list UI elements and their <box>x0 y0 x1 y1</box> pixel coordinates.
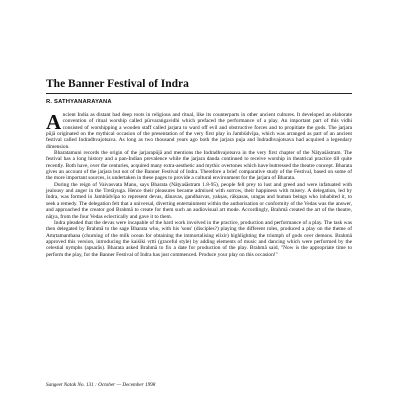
article-author: R. SATHYANARAYANA <box>46 99 112 105</box>
paragraph-1 <box>46 112 352 150</box>
article-title: The Banner Festival of Indra <box>46 78 189 90</box>
drop-cap: A <box>46 110 62 134</box>
paragraph-4: Indra pleaded that the devas were incapable of the hard work involved in the practice, production and performance of a play. The task was then delegated by Brahmā to the sage Bharata who, with his 'sons' (disciples?) playing the different roles, produced a play on the theme of Amṛtamanthana (churning of the milk ocean for obtaining the immortalising elixir) highlighting the triumph of gods over demons. Brahmā approved this version, introducing the kaiśiki vṛtti (graceful style) by adding elements of music and dancing which were performed by the celestial nymphs (apsarās). Bharata asked Brahmā to fix a date for production of the play. Brahmā said, "Now is the appropriate time to perform the play, for the Banner Festival of Indra has just commenced. Produce your play on this occasion!" <box>46 219 352 258</box>
paragraph-2: Bharatamuni records the origin of the jarjarapūjā and mentions the Indradhvajotsava in the very first chapter of the Nāṭyaśāstram. The festival has a long history and a pan-Indian prevalence while the jarjara danda continued to receive worship in theatrical practice till quite recently. Both have, over the centuries, acquired many extra-aesthetic and mythic overtones which have buttressed the theatre concept. Bharata gives an account of the jarjara but not of the Banner Festival of Indra. Therefore a brief comparative study of the Festival, based on some of the more important sources, is undertaken in these pages to provide a cultural environment for the jarjara of Bharata. <box>46 150 352 182</box>
title-rule <box>46 93 352 94</box>
page-footer: Sangeet Natak No. 131 : October — December 1998 <box>46 382 156 388</box>
article <box>46 78 352 258</box>
paragraph-3: During the reign of Vaivasvata Manu, says Bharata (Nāṭyaśāstram 1.8-95), people fell prey to lust and greed and were infatuated with jealousy and anger in the Tretāyuga. Hence their pleasures became admixed with sorrow, their happiness with misery. A delegation, led by Indra, was formed in Jambūdvīpa to represent devas, dānavas, gandharvas, yakṣas, rākṣasas, uragas and human beings who inhabited it, to seek a remedy. The delegation felt that a universal, diverting entertainment within the authorisation or conformity of the Vedas was the answer, and approached the creator god Brahmā to create for them such an audiovisual art mode. Accordingly, Brahmā created the art of the theatre, nāṭya, from the four Vedas eclectically and gave it to them. <box>46 181 352 220</box>
paragraph-1-text: ncient India as distant had deep roots in religious and ritual, like its counterparts in other ancient cultures. It developed an elaborate convention of ritual worship called pūrvaraṅgavidhi which prefaced the performance of a play. An important part of this vidhi consisted of worshipping a wooden staff called jarjara to ward off evil and obstructive forces and to propitiate the gods. The jarjara pūjā originated on the mythical occasion of the presentation of the very first play in Jambūdvīpa, which was arranged as part of an ancient festival called Indradhvajotsava. As long as two thousand years ago both the jarjara puja and Indradhvajotsava had acquired a legendary dimension. <box>46 112 352 150</box>
article-body <box>46 112 352 258</box>
